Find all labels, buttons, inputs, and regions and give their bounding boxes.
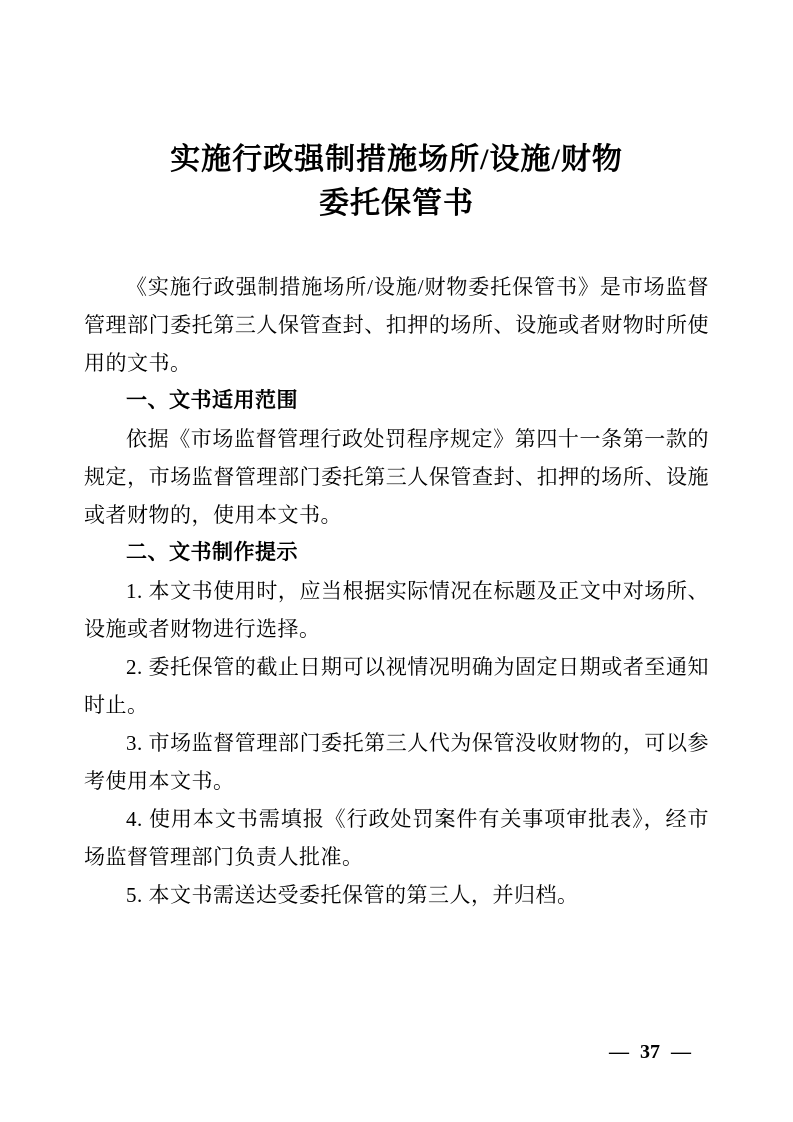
tip-item-3: 3. 市场监督管理部门委托第三人代为保管没收财物的，可以参考使用本文书。	[84, 731, 709, 793]
section-heading-tips: 二、文书制作提示	[126, 541, 298, 564]
footer-dash-right: —	[671, 1041, 691, 1063]
intro-paragraph: 《实施行政强制措施场所/设施/财物委托保管书》是市场监督管理部门委托第三人保管查封、扣押的场所、设施或者财物时所使用的文书。	[84, 275, 709, 375]
document-title-line-2: 委托保管书	[319, 187, 474, 220]
tip-item-4: 4. 使用本文书需填报《行政处罚案件有关事项审批表》，经市场监督管理部门负责人批准。	[84, 807, 709, 869]
section-heading-scope: 一、文书适用范围	[126, 389, 298, 412]
tip-item-1: 1. 本文书使用时，应当根据实际情况在标题及正文中对场所、设施或者财物进行选择。	[84, 579, 709, 641]
tip-item-5: 5. 本文书需送达受委托保管的第三人，并归档。	[126, 883, 579, 907]
document-body	[84, 268, 709, 914]
footer-dash-left: —	[609, 1041, 629, 1063]
document-title	[84, 0, 709, 226]
tip-item-2: 2. 委托保管的截止日期可以视情况明确为固定日期或者至通知时止。	[84, 655, 709, 717]
page-number: 37	[640, 1041, 660, 1063]
page-footer	[603, 1041, 697, 1064]
document-title-line-1: 实施行政强制措施场所/设施/财物	[170, 143, 623, 176]
scope-paragraph: 依据《市场监督管理行政处罚程序规定》第四十一条第一款的规定，市场监督管理部门委托第三人保管查封、扣押的场所、设施或者财物的，使用本文书。	[84, 427, 709, 527]
